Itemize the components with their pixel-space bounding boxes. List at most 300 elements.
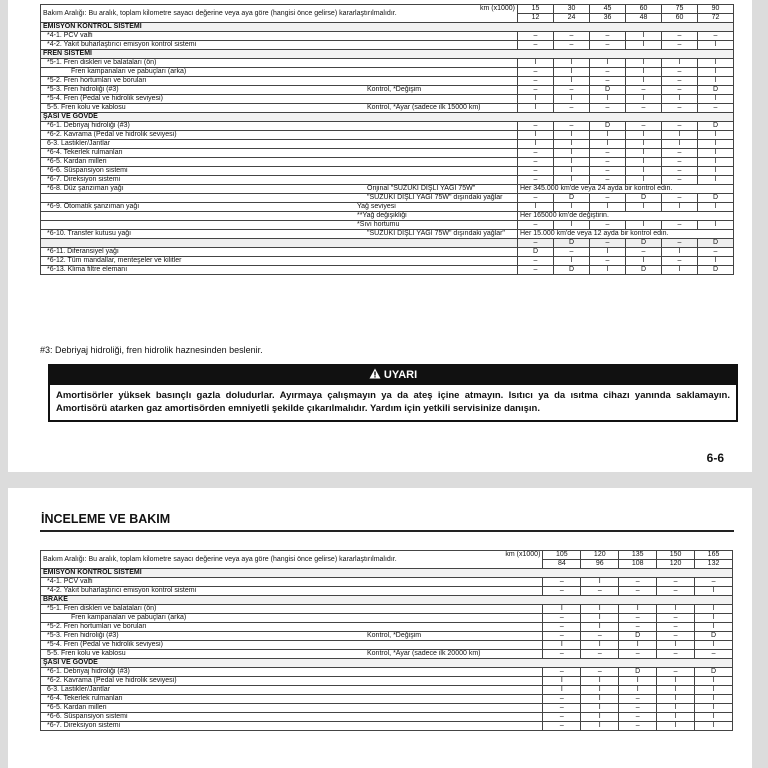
- interval-mark: I: [590, 140, 626, 149]
- item-cell: [41, 614, 543, 623]
- section-row: [41, 659, 733, 668]
- item-label: *4-2. Yakıt buharlaştırıcı emisyon kontrol sistemi: [47, 41, 197, 48]
- interval-mark: D: [619, 668, 657, 677]
- interval-mark: –: [619, 650, 657, 659]
- interval-mark: –: [543, 668, 581, 677]
- interval-mark: I: [662, 248, 698, 257]
- interval-mark: –: [518, 176, 554, 185]
- interval-mark: –: [590, 104, 626, 113]
- table-row: [41, 140, 734, 149]
- km-value: 15: [518, 5, 554, 14]
- interval-mark: I: [554, 140, 590, 149]
- interval-mark: –: [590, 158, 626, 167]
- interval-mark: –: [518, 86, 554, 95]
- item-label: *6-8. Düz şanzıman yağı: [47, 185, 124, 192]
- item-label: *6-10. Transfer kutusu yağı: [47, 230, 132, 237]
- table-row: [41, 587, 733, 596]
- interval-mark: –: [554, 104, 590, 113]
- table-row: [41, 59, 734, 68]
- interval-mark: I: [626, 167, 662, 176]
- table-row: [41, 194, 734, 203]
- interval-mark: I: [619, 677, 657, 686]
- item-label: *6-5. Kardan milleri: [47, 158, 107, 165]
- item-label: *4-1. PCV valfi: [47, 578, 93, 585]
- interval-mark: I: [698, 176, 734, 185]
- interval-mark: –: [590, 149, 626, 158]
- interval-mark: –: [695, 650, 733, 659]
- interval-mark: –: [518, 32, 554, 41]
- interval-mark: I: [698, 257, 734, 266]
- section-row: [41, 23, 734, 32]
- interval-mark: I: [581, 578, 619, 587]
- interval-mark: –: [554, 248, 590, 257]
- interval-mark: D: [698, 266, 734, 275]
- interval-mark: –: [657, 578, 695, 587]
- km-value: 135: [619, 551, 657, 560]
- interval-mark: –: [662, 86, 698, 95]
- item-label: *5-2. Fren hortumları ve boruları: [47, 77, 147, 84]
- table-row: [41, 623, 733, 632]
- table-row: [41, 650, 733, 659]
- interval-mark: –: [590, 239, 626, 248]
- interval-mark: I: [554, 131, 590, 140]
- interval-mark: I: [626, 77, 662, 86]
- interval-mark: –: [662, 257, 698, 266]
- interval-mark: I: [695, 587, 733, 596]
- table-row: [41, 149, 734, 158]
- interval-mark: –: [619, 704, 657, 713]
- km-value: 165: [695, 551, 733, 560]
- interval-mark: –: [543, 713, 581, 722]
- item-note: *Sıvı hortumu: [357, 221, 400, 228]
- interval-mark: I: [554, 149, 590, 158]
- interval-mark: I: [695, 722, 733, 731]
- interval-mark: I: [554, 176, 590, 185]
- interval-mark: I: [590, 131, 626, 140]
- interval-mark: –: [518, 122, 554, 131]
- interval-mark: I: [626, 32, 662, 41]
- interval-mark: I: [657, 695, 695, 704]
- item-label: *6-11. Diferansiyel yağı: [47, 248, 119, 255]
- interval-mark: I: [518, 140, 554, 149]
- interval-mark: –: [698, 32, 734, 41]
- interval-mark: –: [657, 623, 695, 632]
- item-cell: [41, 203, 518, 212]
- interval-mark: –: [619, 587, 657, 596]
- table-row: [41, 266, 734, 275]
- interval-mark: –: [626, 122, 662, 131]
- interval-mark: I: [518, 95, 554, 104]
- item-cell: [41, 230, 518, 239]
- table-row: [41, 704, 733, 713]
- interval-mark: I: [518, 59, 554, 68]
- interval-mark: –: [657, 614, 695, 623]
- interval-mark: I: [581, 686, 619, 695]
- interval-mark: I: [554, 158, 590, 167]
- interval-mark: –: [662, 158, 698, 167]
- interval-mark: I: [657, 677, 695, 686]
- interval-mark: –: [518, 221, 554, 230]
- km-value: 75: [662, 5, 698, 14]
- item-label: 6-3. Lastikler/Jantlar: [47, 686, 111, 693]
- interval-mark: I: [698, 77, 734, 86]
- interval-mark: –: [657, 650, 695, 659]
- table-row: [41, 104, 734, 113]
- month-value: 60: [662, 14, 698, 23]
- table-row: [41, 578, 733, 587]
- item-label: [43, 239, 47, 246]
- section-heading: EMİSYON KONTROL SİSTEMİ: [41, 23, 734, 32]
- warning-text: Amortisörler yüksek basınçlı gazla doludurlar. Ayırmaya çalışmayın ya da ateş içine atmayın. Isıtıcı ya da ısıtma cihazı yanında saklamayın. Amortisörü atarken gaz amortisörden emniyetli şekilde çıkarılmalıdır. Yardım için yetkili servisinize danışın.: [56, 390, 730, 414]
- interval-mark: I: [554, 203, 590, 212]
- table-row: [41, 203, 734, 212]
- interval-mark: I: [543, 605, 581, 614]
- interval-mark: –: [590, 41, 626, 50]
- interval-mark: I: [554, 257, 590, 266]
- table-row: [41, 695, 733, 704]
- interval-mark: –: [698, 104, 734, 113]
- interval-mark: I: [626, 257, 662, 266]
- interval-mark: –: [590, 77, 626, 86]
- interval-mark: –: [657, 632, 695, 641]
- item-label: *5-4. Fren (Pedal ve hidrolik seviyesi): [47, 95, 163, 102]
- table-row: [41, 95, 734, 104]
- item-label: [43, 194, 47, 201]
- maintenance-table-1: [40, 4, 734, 275]
- interval-mark: –: [626, 248, 662, 257]
- item-label: *6-5. Kardan milleri: [47, 704, 107, 711]
- km-value: 45: [590, 5, 626, 14]
- interval-mark: I: [698, 59, 734, 68]
- item-note: "SUZUKI DİŞLİ YAĞI 75W" dışındaki yağlar": [367, 230, 505, 237]
- maintenance-table-2: [40, 550, 733, 731]
- item-cell: [41, 131, 518, 140]
- table-row: [41, 239, 734, 248]
- header-row-km: [41, 551, 733, 560]
- item-label: *5-3. Fren hidroliği (#3): [47, 86, 119, 93]
- interval-mark: I: [554, 95, 590, 104]
- interval-mark: –: [626, 104, 662, 113]
- hydraulic-note: #3: Debriyaj hidroliği, fren hidrolik haznesinden beslenir.: [40, 345, 263, 355]
- interval-mark: I: [695, 641, 733, 650]
- interval-mark: D: [626, 194, 662, 203]
- item-cell: [41, 59, 518, 68]
- interval-mark: –: [590, 32, 626, 41]
- item-label: *4-1. PCV valfi: [47, 32, 93, 39]
- item-label: 6-3. Lastikler/Jantlar: [47, 140, 111, 147]
- interval-mark: I: [590, 59, 626, 68]
- km-label: km (x1000): [505, 551, 541, 558]
- item-cell: [41, 86, 518, 95]
- month-value: 48: [626, 14, 662, 23]
- interval-mark: I: [518, 203, 554, 212]
- interval-mark: –: [662, 32, 698, 41]
- interval-mark: –: [662, 77, 698, 86]
- table-row: [41, 257, 734, 266]
- item-cell: [41, 221, 518, 230]
- item-cell: [41, 257, 518, 266]
- interval-mark: –: [581, 650, 619, 659]
- interval-mark: I: [619, 641, 657, 650]
- interval-mark: I: [626, 140, 662, 149]
- item-cell: [41, 77, 518, 86]
- warning-title: UYARI: [383, 369, 418, 381]
- interval-mark: –: [543, 614, 581, 623]
- interval-mark: –: [662, 176, 698, 185]
- section-row: [41, 596, 733, 605]
- interval-mark: I: [698, 149, 734, 158]
- month-value: 84: [543, 560, 581, 569]
- warning-box: [48, 364, 738, 422]
- km-value: 90: [698, 5, 734, 14]
- warning-header: [50, 366, 736, 385]
- interval-mark: –: [662, 221, 698, 230]
- interval-mark: I: [657, 641, 695, 650]
- interval-mark: I: [698, 68, 734, 77]
- interval-mark: I: [581, 614, 619, 623]
- manual-page-6-6: [8, 0, 752, 472]
- month-value: 132: [695, 560, 733, 569]
- item-cell: [41, 623, 543, 632]
- item-label: *6-2. Kavrama (Pedal ve hidrolik seviyesi): [47, 677, 177, 684]
- table-row: [41, 686, 733, 695]
- item-cell: [41, 713, 543, 722]
- interval-mark: –: [657, 587, 695, 596]
- item-label: 5-5. Fren kolu ve kablosu: [47, 104, 126, 111]
- interval-mark: I: [581, 722, 619, 731]
- interval-mark: I: [662, 140, 698, 149]
- item-cell: [41, 722, 543, 731]
- interval-mark: I: [581, 713, 619, 722]
- item-label: *5-4. Fren (Pedal ve hidrolik seviyesi): [47, 641, 163, 648]
- month-value: 108: [619, 560, 657, 569]
- interval-mark: I: [626, 59, 662, 68]
- interval-mark: –: [518, 41, 554, 50]
- item-note: Kontrol, *Ayar (sadece ilk 15000 km): [367, 104, 481, 111]
- item-cell: [41, 650, 543, 659]
- interval-mark: –: [543, 623, 581, 632]
- interval-mark: I: [554, 68, 590, 77]
- interval-mark: I: [626, 41, 662, 50]
- item-cell: [41, 167, 518, 176]
- item-label: *6-1. Debriyaj hidroliği (#3): [47, 668, 130, 675]
- item-cell: [41, 578, 543, 587]
- interval-mark: –: [590, 221, 626, 230]
- interval-mark: I: [543, 686, 581, 695]
- interval-mark: D: [590, 122, 626, 131]
- table-row: [41, 614, 733, 623]
- interval-mark: I: [698, 140, 734, 149]
- month-value: 24: [554, 14, 590, 23]
- interval-mark: –: [518, 266, 554, 275]
- interval-mark: –: [590, 257, 626, 266]
- section-heading: FREN SİSTEMİ: [41, 50, 734, 59]
- interval-mark: I: [619, 605, 657, 614]
- table-row: [41, 230, 734, 239]
- item-note: Kontrol, *Ayar (sadece ilk 20000 km): [367, 650, 481, 657]
- interval-mark: I: [581, 623, 619, 632]
- interval-mark: I: [626, 176, 662, 185]
- interval-mark: I: [695, 623, 733, 632]
- interval-mark: D: [554, 239, 590, 248]
- interval-mark: I: [662, 59, 698, 68]
- km-value: 60: [626, 5, 662, 14]
- item-cell: [41, 68, 518, 77]
- section-row: [41, 569, 733, 578]
- item-label: 5-5. Fren kolu ve kablosu: [47, 650, 126, 657]
- interval-mark: –: [619, 623, 657, 632]
- interval-mark: D: [698, 122, 734, 131]
- interval-mark: –: [590, 194, 626, 203]
- table-row: [41, 722, 733, 731]
- interval-mark: –: [518, 167, 554, 176]
- table-row: [41, 158, 734, 167]
- interval-mark: –: [590, 167, 626, 176]
- interval-mark: –: [619, 614, 657, 623]
- section-heading: ŞASİ VE GÖVDE: [41, 113, 734, 122]
- item-label: *6-4. Tekerlek rulmanları: [47, 695, 123, 702]
- interval-mark: I: [626, 221, 662, 230]
- item-label: *6-1. Debriyaj hidroliği (#3): [47, 122, 130, 129]
- item-cell: [41, 185, 518, 194]
- interval-mark: I: [698, 41, 734, 50]
- header-row-km: [41, 5, 734, 14]
- interval-mark: I: [657, 713, 695, 722]
- interval-mark: D: [619, 632, 657, 641]
- item-label: *5-1. Fren diskleri ve balataları (ön): [47, 605, 157, 612]
- interval-mark: –: [543, 632, 581, 641]
- interval-mark: I: [695, 614, 733, 623]
- item-cell: [41, 95, 518, 104]
- item-note: Orijinal "SUZUKI DİŞLİ YAĞI 75W": [367, 185, 476, 192]
- interval-mark: I: [581, 704, 619, 713]
- interval-span-note: Her 15.000 km'de veya 12 ayda bir kontrol edin.: [518, 230, 734, 239]
- interval-mark: –: [543, 722, 581, 731]
- item-note: Kontrol, *Değişim: [367, 86, 422, 93]
- interval-mark: I: [657, 704, 695, 713]
- interval-mark: I: [626, 149, 662, 158]
- interval-mark: I: [698, 158, 734, 167]
- table-row: [41, 68, 734, 77]
- interval-mark: I: [626, 203, 662, 212]
- item-cell: [41, 641, 543, 650]
- interval-mark: D: [695, 632, 733, 641]
- km-label: km (x1000): [479, 5, 515, 12]
- interval-mark: I: [626, 95, 662, 104]
- interval-mark: –: [543, 587, 581, 596]
- interval-mark: I: [581, 641, 619, 650]
- item-cell: [41, 41, 518, 50]
- interval-mark: D: [698, 194, 734, 203]
- table-row: [41, 86, 734, 95]
- interval-mark: –: [662, 122, 698, 131]
- interval-mark: I: [554, 167, 590, 176]
- item-cell: [41, 122, 518, 131]
- item-label: *6-12. Tüm mandallar, menteşeler ve kilitler: [47, 257, 182, 264]
- interval-mark: –: [698, 248, 734, 257]
- item-cell: [41, 668, 543, 677]
- interval-mark: I: [590, 203, 626, 212]
- interval-span-note: Her 165000 km'de değiştirin.: [518, 212, 734, 221]
- table-row: [41, 641, 733, 650]
- interval-mark: –: [543, 704, 581, 713]
- interval-mark: –: [619, 695, 657, 704]
- interval-mark: D: [590, 86, 626, 95]
- interval-description: Bakım Aralığı: Bu aralık, toplam kilometre sayacı değerine veya aya göre (hangisi önce gelirse) kararlaştırılmalıdır. km (x1000): [41, 5, 518, 23]
- section-title: İNCELEME VE BAKIM: [41, 512, 171, 526]
- table-row: [41, 77, 734, 86]
- interval-mark: I: [626, 68, 662, 77]
- interval-mark: –: [554, 86, 590, 95]
- interval-mark: –: [657, 668, 695, 677]
- item-note: "SUZUKI DİŞLİ YAĞI 75W" dışındaki yağlar: [367, 194, 503, 201]
- interval-mark: –: [518, 158, 554, 167]
- item-label: Fren kampanaları ve pabuçları (arka): [71, 614, 187, 621]
- interval-mark: I: [695, 677, 733, 686]
- item-label: *6-7. Direksiyon sistemi: [47, 722, 121, 729]
- interval-mark: I: [662, 266, 698, 275]
- item-label: *6-6. Süspansiyon sistemi: [47, 167, 128, 174]
- item-cell: [41, 695, 543, 704]
- interval-mark: I: [590, 266, 626, 275]
- item-cell: [41, 104, 518, 113]
- interval-mark: I: [698, 167, 734, 176]
- item-label: *5-2. Fren hortumları ve boruları: [47, 623, 147, 630]
- item-label: *4-2. Yakıt buharlaştırıcı emisyon kontrol sistemi: [47, 587, 197, 594]
- item-label: *6-4. Tekerlek rulmanları: [47, 149, 123, 156]
- item-label: [43, 212, 47, 219]
- interval-mark: –: [581, 587, 619, 596]
- item-label: *6-7. Direksiyon sistemi: [47, 176, 121, 183]
- interval-mark: –: [619, 713, 657, 722]
- interval-mark: I: [662, 95, 698, 104]
- interval-mark: I: [518, 104, 554, 113]
- interval-mark: I: [695, 713, 733, 722]
- table-row: [41, 176, 734, 185]
- interval-mark: I: [581, 695, 619, 704]
- interval-mark: I: [590, 95, 626, 104]
- interval-mark: D: [554, 266, 590, 275]
- item-cell: [41, 248, 518, 257]
- item-label: *5-3. Fren hidroliği (#3): [47, 632, 119, 639]
- interval-mark: I: [626, 158, 662, 167]
- interval-mark: I: [662, 131, 698, 140]
- interval-mark: D: [695, 668, 733, 677]
- item-cell: [41, 212, 518, 221]
- interval-mark: I: [698, 95, 734, 104]
- item-cell: [41, 632, 543, 641]
- item-cell: [41, 677, 543, 686]
- interval-mark: –: [662, 68, 698, 77]
- interval-mark: I: [581, 677, 619, 686]
- title-divider: [40, 530, 734, 532]
- table-row: [41, 41, 734, 50]
- interval-mark: –: [554, 122, 590, 131]
- item-label: *6-9. Otomatik şanzıman yağı: [47, 203, 140, 210]
- item-cell: [41, 32, 518, 41]
- interval-mark: D: [626, 239, 662, 248]
- item-cell: [41, 176, 518, 185]
- page-number: 6-6: [706, 451, 724, 465]
- km-value: 105: [543, 551, 581, 560]
- interval-mark: I: [554, 59, 590, 68]
- item-cell: [41, 704, 543, 713]
- interval-mark: –: [518, 77, 554, 86]
- interval-mark: D: [626, 266, 662, 275]
- interval-mark: I: [698, 221, 734, 230]
- interval-mark: –: [662, 194, 698, 203]
- interval-mark: I: [662, 203, 698, 212]
